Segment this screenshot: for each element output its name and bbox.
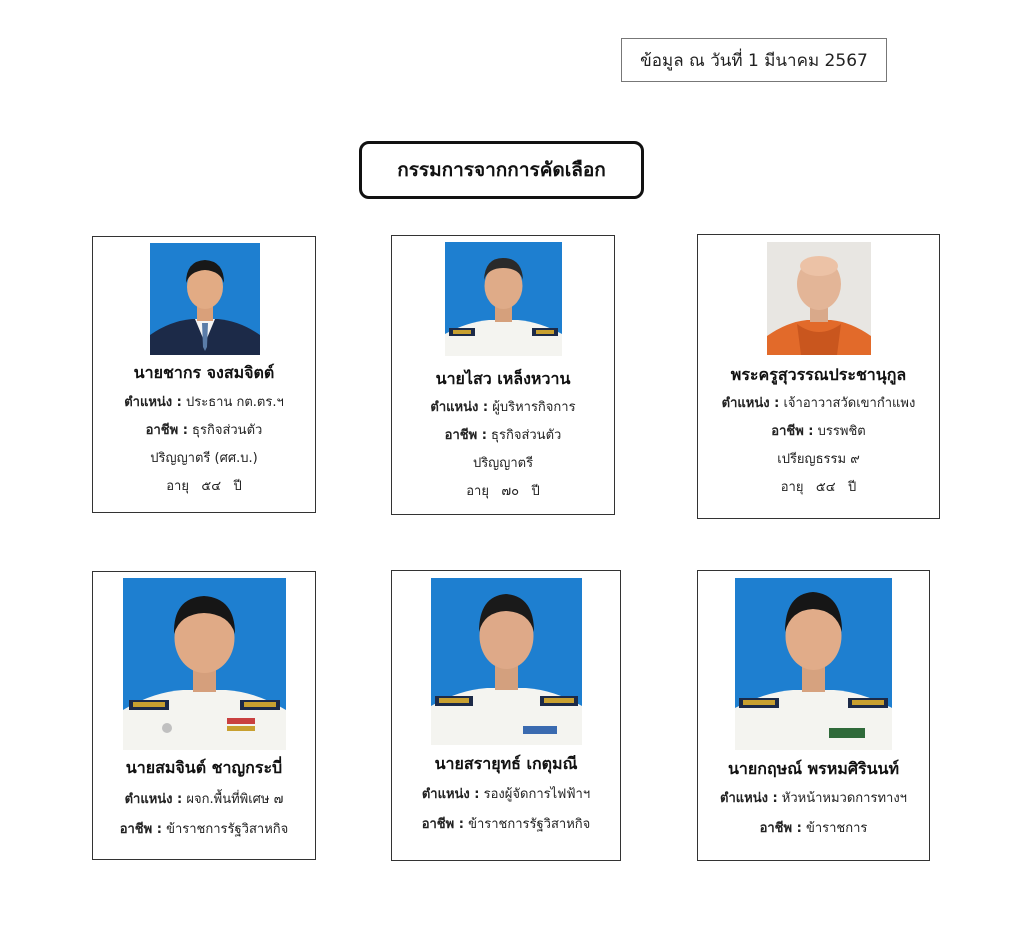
member-card-5 bbox=[391, 570, 621, 861]
member-age: ๕๔ bbox=[201, 479, 222, 494]
occupation-label: อาชีพ : bbox=[421, 817, 464, 832]
page-title: กรรมการจากการคัดเลือก bbox=[359, 141, 644, 199]
member-occupation: ข้าราชการรัฐวิสาหกิจ bbox=[468, 817, 591, 832]
member-photo bbox=[735, 578, 892, 750]
member-name: พระครูสุวรรณประชานุกูล bbox=[730, 365, 907, 384]
occupation-label: อาชีพ : bbox=[771, 424, 814, 439]
position-label: ตำแหน่ง : bbox=[421, 787, 480, 802]
member-position: รองผู้จัดการไฟฟ้าฯ bbox=[483, 787, 591, 802]
member-name: นายสรายุทธ์ เกตุมณี bbox=[434, 754, 578, 773]
member-occupation: ข้าราชการ bbox=[805, 821, 868, 836]
member-photo bbox=[431, 578, 582, 745]
position-label: ตำแหน่ง : bbox=[124, 792, 183, 807]
member-occupation: ข้าราชการรัฐวิสาหกิจ bbox=[166, 822, 289, 837]
position-label: ตำแหน่ง : bbox=[124, 395, 182, 410]
member-position: หัวหน้าหมวดการทางฯ bbox=[781, 791, 907, 806]
member-card-6 bbox=[697, 570, 930, 861]
member-card-3 bbox=[697, 234, 940, 519]
date-note: ข้อมูล ณ วันที่ 1 มีนาคม 2567 bbox=[621, 38, 887, 82]
occupation-label: อาชีพ : bbox=[119, 822, 162, 837]
member-occupation: ธุรกิจส่วนตัว bbox=[192, 423, 263, 438]
member-occupation: บรรพชิต bbox=[817, 424, 866, 439]
member-name: นายชากร จงสมจิตต์ bbox=[133, 363, 275, 382]
member-name: นายกฤษณ์ พรหมศิรินนท์ bbox=[727, 759, 900, 778]
member-education: ปริญญาตรี bbox=[472, 456, 534, 471]
member-card-4 bbox=[92, 571, 316, 860]
member-name: นายไสว เหล็งหวาน bbox=[435, 369, 571, 388]
member-education: ปริญญาตรี (ศศ.บ.) bbox=[150, 451, 258, 466]
member-card-2 bbox=[391, 235, 615, 515]
occupation-label: อาชีพ : bbox=[145, 423, 188, 438]
age-label: อายุ bbox=[780, 480, 804, 495]
position-label: ตำแหน่ง : bbox=[430, 400, 489, 415]
member-name: นายสมจินต์ ชาญกระบี่ bbox=[125, 758, 283, 777]
position-label: ตำแหน่ง : bbox=[721, 396, 780, 411]
age-unit: ปี bbox=[233, 479, 242, 494]
member-photo bbox=[767, 242, 871, 355]
member-education: เปรียญธรรม ๙ bbox=[777, 452, 860, 467]
member-photo bbox=[150, 243, 260, 355]
member-card-1 bbox=[92, 236, 316, 513]
occupation-label: อาชีพ : bbox=[444, 428, 487, 443]
age-label: อายุ bbox=[166, 479, 189, 494]
member-age: ๕๔ bbox=[815, 480, 836, 495]
member-photo bbox=[445, 242, 562, 356]
member-position: ประธาน กต.ตร.ฯ bbox=[186, 395, 284, 410]
age-unit: ปี bbox=[847, 480, 857, 495]
member-photo bbox=[123, 578, 286, 750]
member-position: ผจก.พื้นที่พิเศษ ๗ bbox=[186, 792, 284, 807]
member-position: เจ้าอาวาสวัดเขากำแพง bbox=[783, 396, 916, 411]
member-age: ๗๐ bbox=[501, 484, 520, 499]
member-occupation: ธุรกิจส่วนตัว bbox=[491, 428, 562, 443]
position-label: ตำแหน่ง : bbox=[720, 791, 778, 806]
occupation-label: อาชีพ : bbox=[759, 821, 802, 836]
age-unit: ปี bbox=[531, 484, 540, 499]
age-label: อายุ bbox=[466, 484, 489, 499]
member-position: ผู้บริหารกิจการ bbox=[492, 400, 576, 415]
